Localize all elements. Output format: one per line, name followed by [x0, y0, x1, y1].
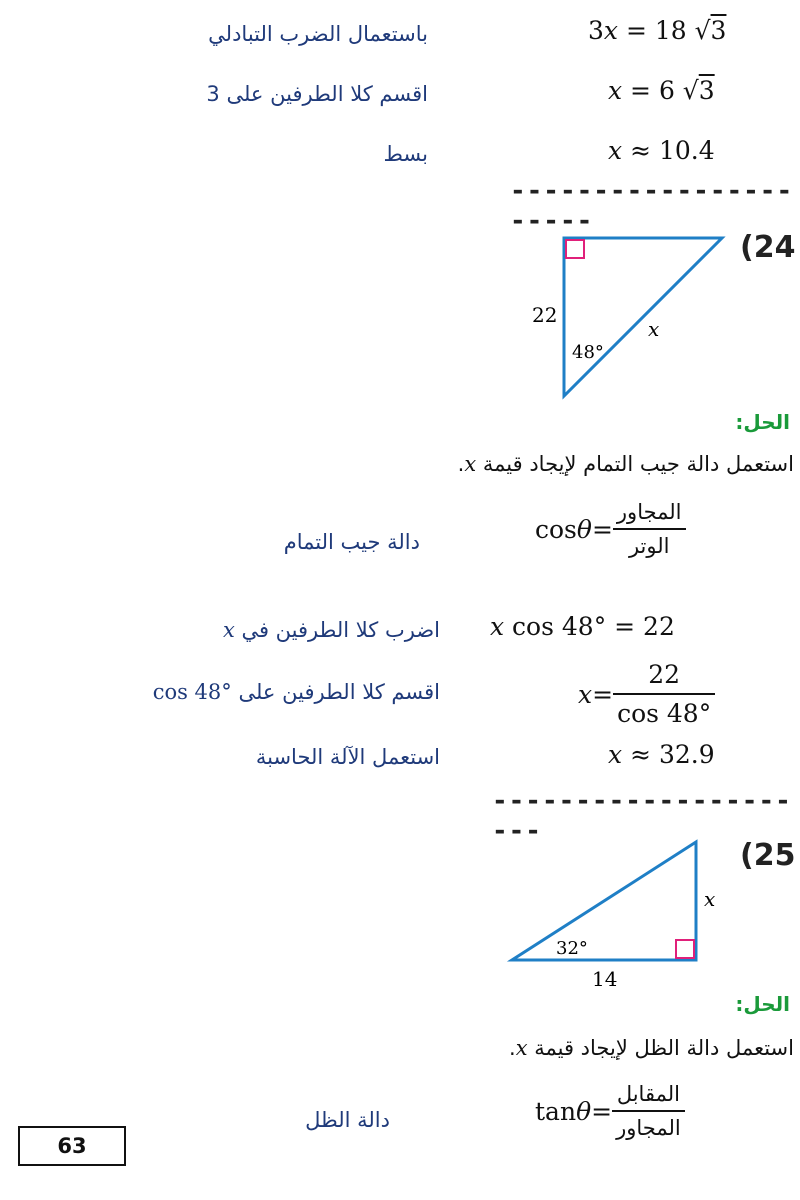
- note-divide-cos: اقسم كلا الطرفين على cos 48°: [152, 680, 440, 704]
- separator-1: ----------------------: [510, 176, 794, 236]
- side-label-22: 22: [532, 303, 558, 327]
- divide-cos-fraction: $\frac{22}{\cos 48^\circ}$: [613, 660, 715, 728]
- cos-fraction: $\frac{\text{المجاور}}{\text{الوتر}}$: [613, 500, 686, 558]
- intro-24: استعمل دالة جيب التمام لإيجاد قيمة x.: [457, 452, 794, 476]
- tan-fraction: $\frac{\text{المقابل}}{\text{المجاور}}$: [612, 1082, 685, 1140]
- page-number: 63: [18, 1126, 126, 1166]
- eq-simplify: x ≈ 10.4: [608, 136, 715, 165]
- triangle-figure-25: [500, 834, 740, 994]
- angle-label-48: 48°: [572, 342, 604, 363]
- eq-multiply-x: x cos 48° = 22: [490, 612, 675, 641]
- eq-calc-24: x ≈ 32.9: [608, 740, 715, 769]
- hyp-label-x: x: [648, 317, 660, 341]
- note-divide-3: اقسم كلا الطرفين على 3: [206, 82, 428, 106]
- note-cross-multiply: باستعمال الضرب التبادلي: [208, 22, 428, 46]
- note-multiply-x: اضرب كلا الطرفين في x: [222, 618, 440, 642]
- angle-label-32: 32°: [556, 938, 588, 959]
- question-number-25: (25: [740, 838, 796, 873]
- right-angle-marker-24: [566, 240, 584, 258]
- note-simplify: بسط: [383, 142, 428, 166]
- eq-tan-def: tan θ = $\frac{\text{المقابل}}{\text{المجاور}}$: [535, 1082, 685, 1140]
- eq-cross-multiply: 3x = 18 √3: [588, 16, 727, 45]
- note-tan-def: دالة الظل: [305, 1108, 390, 1132]
- triangle-25-shape: [512, 842, 696, 960]
- note-cos-def: دالة جيب التمام: [283, 530, 420, 554]
- eq-divide-3: x = 6 √3: [608, 76, 715, 105]
- note-calc-24: استعمل الآلة الحاسبة: [255, 745, 440, 769]
- separator-2: ---------------------: [492, 786, 792, 846]
- question-number-24: (24: [740, 230, 796, 265]
- solution-label-25: الحل:: [735, 992, 790, 1016]
- right-angle-marker-25: [676, 940, 694, 958]
- solution-label-24: الحل:: [735, 410, 790, 434]
- triangle-24-shape: [564, 238, 722, 396]
- eq-divide-cos: x = $\frac{22}{\cos 48^\circ}$: [578, 660, 715, 728]
- triangle-figure-24: [500, 230, 740, 410]
- side-label-x: x: [704, 887, 716, 911]
- eq-cos-def: cos θ = $\frac{\text{المجاور}}{\text{الوتر}}$: [535, 500, 686, 558]
- intro-25: استعمل دالة الظل لإيجاد قيمة x.: [509, 1036, 794, 1060]
- base-label-14: 14: [592, 967, 618, 991]
